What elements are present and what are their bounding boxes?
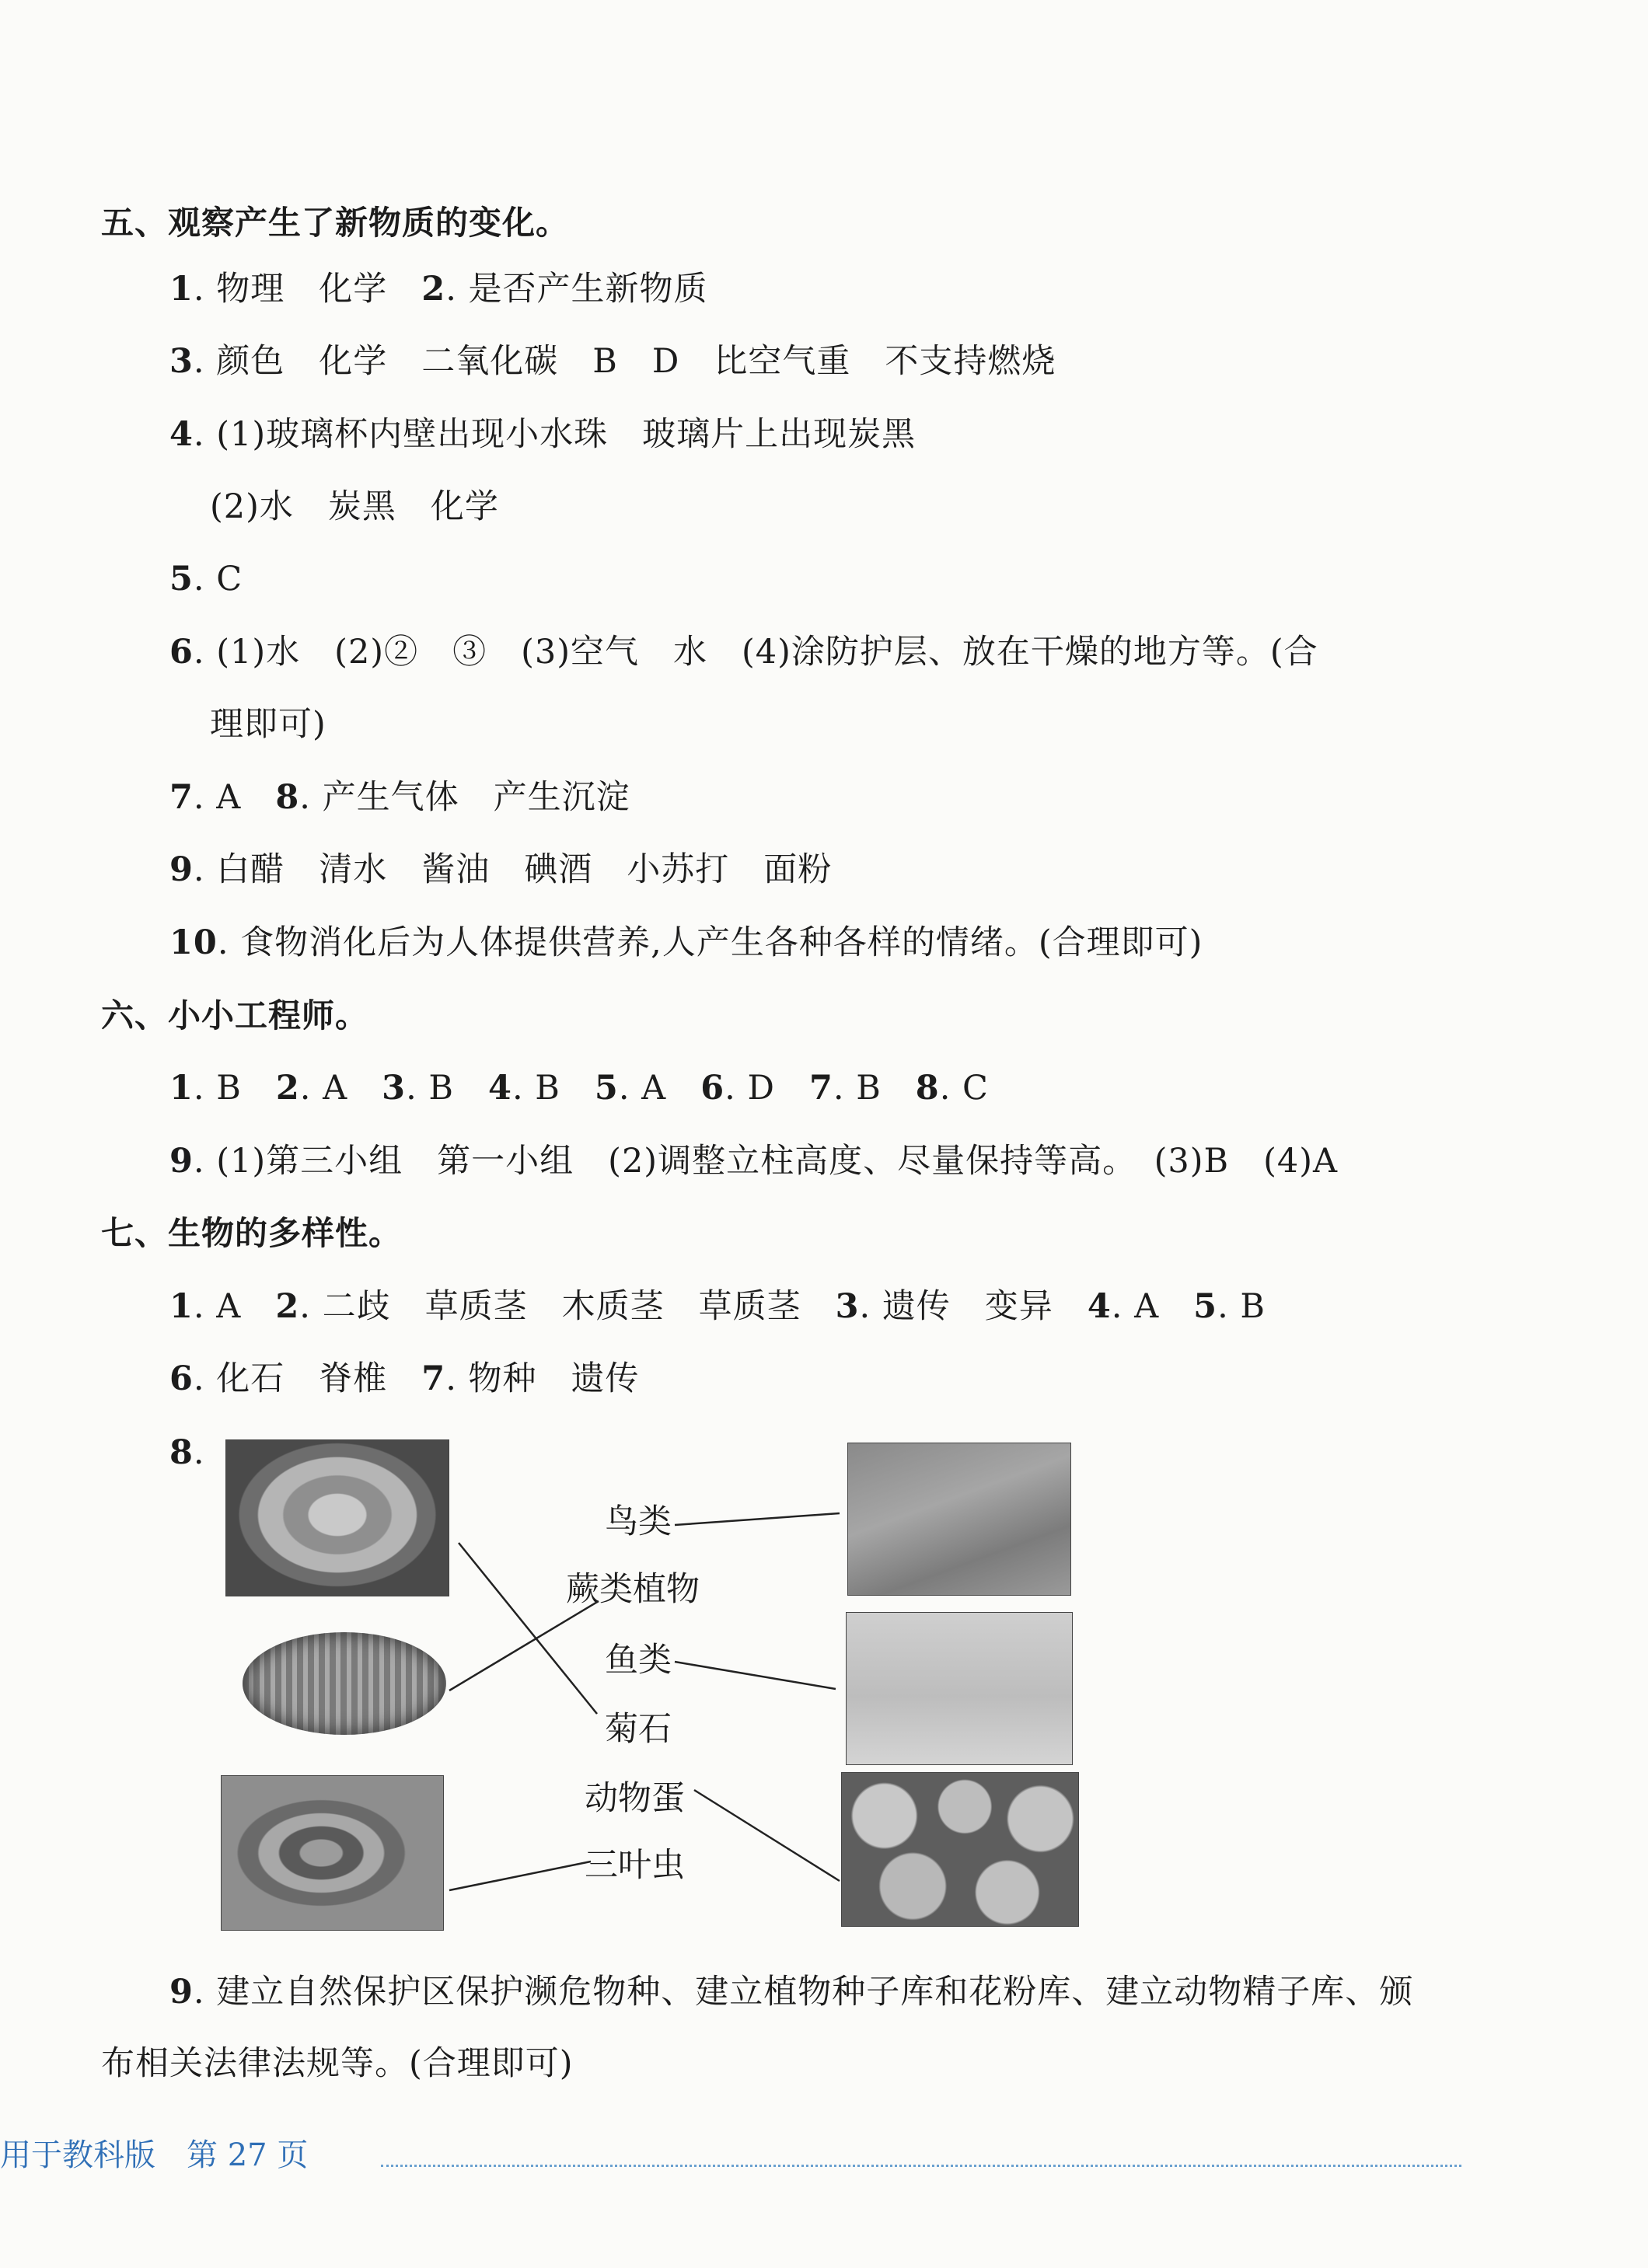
line-fish	[675, 1662, 836, 1689]
section-7-title: 七、生物的多样性。	[101, 1214, 403, 1252]
label-fern: 蕨类植物	[566, 1570, 700, 1609]
label-trilobite: 三叶虫	[585, 1846, 685, 1885]
s5-line-4: (2)水 炭黑 化学	[210, 487, 499, 526]
s5-line-2: 3. 颜色 化学 二氧化碳 B D 比空气重 不支持燃烧	[169, 342, 1056, 381]
s5-line-6: 6. (1)水 (2)② ③ (3)空气 水 (4)涂防护层、放在干燥的地方等。(合	[169, 633, 1318, 672]
label-fish: 鱼类	[605, 1641, 672, 1680]
s5-line-8: 7. A 8. 产生气体 产生沉淀	[169, 778, 630, 817]
s5-line-9: 9. 白醋 清水 酱油 碘酒 小苏打 面粉	[169, 850, 833, 889]
s5-line-5: 5. C	[169, 560, 243, 598]
section-5-title: 五、观察产生了新物质的变化。	[101, 204, 570, 242]
s5-line-10: 10. 食物消化后为人体提供营养,人产生各种各样的情绪。(合理即可)	[169, 923, 1203, 962]
edition-label: 用于教科版	[0, 2137, 155, 2173]
label-ammonite: 菊石	[605, 1710, 672, 1749]
line-ammonite	[459, 1543, 597, 1714]
line-animal-egg	[694, 1790, 840, 1881]
line-fern	[449, 1601, 599, 1691]
s7-line-2: 6. 化石 脊椎 7. 物种 遗传	[169, 1359, 640, 1398]
line-trilobite	[449, 1862, 591, 1890]
s5-line-3: 4. (1)玻璃杯内壁出现小水珠 玻璃片上出现炭黑	[169, 415, 917, 454]
s6-line-2: 9. (1)第三小组 第一小组 (2)调整立柱高度、尽量保持等高。 (3)B (4)A	[169, 1142, 1339, 1181]
page-footer	[0, 2136, 308, 2175]
s7-line-1: 1. A 2. 二歧 草质茎 木质茎 草质茎 3. 遗传 变异 4. A 5. B	[169, 1287, 1266, 1326]
label-bird: 鸟类	[605, 1502, 672, 1541]
label-animal-egg: 动物蛋	[585, 1779, 685, 1818]
s5-line-7: 理即可)	[210, 705, 326, 744]
s5-line-1: 1. 物理 化学 2. 是否产生新物质	[169, 270, 708, 309]
s7-line-10: 布相关法律法规等。(合理即可)	[101, 2044, 574, 2083]
s6-line-1: 1. B 2. A 3. B 4. B 5. A 6. D 7. B 8. C	[169, 1069, 989, 1108]
footer-dotted-rule	[381, 2165, 1461, 2167]
page-number: 第 27 页	[187, 2137, 309, 2173]
s7-q8-number: 8.	[169, 1433, 205, 1472]
section-6-title: 六、小小工程师。	[101, 996, 369, 1035]
line-bird	[675, 1513, 840, 1525]
s7-line-9: 9. 建立自然保护区保护濒危物种、建立植物种子库和花粉库、建立动物精子库、颁	[169, 1973, 1414, 2012]
